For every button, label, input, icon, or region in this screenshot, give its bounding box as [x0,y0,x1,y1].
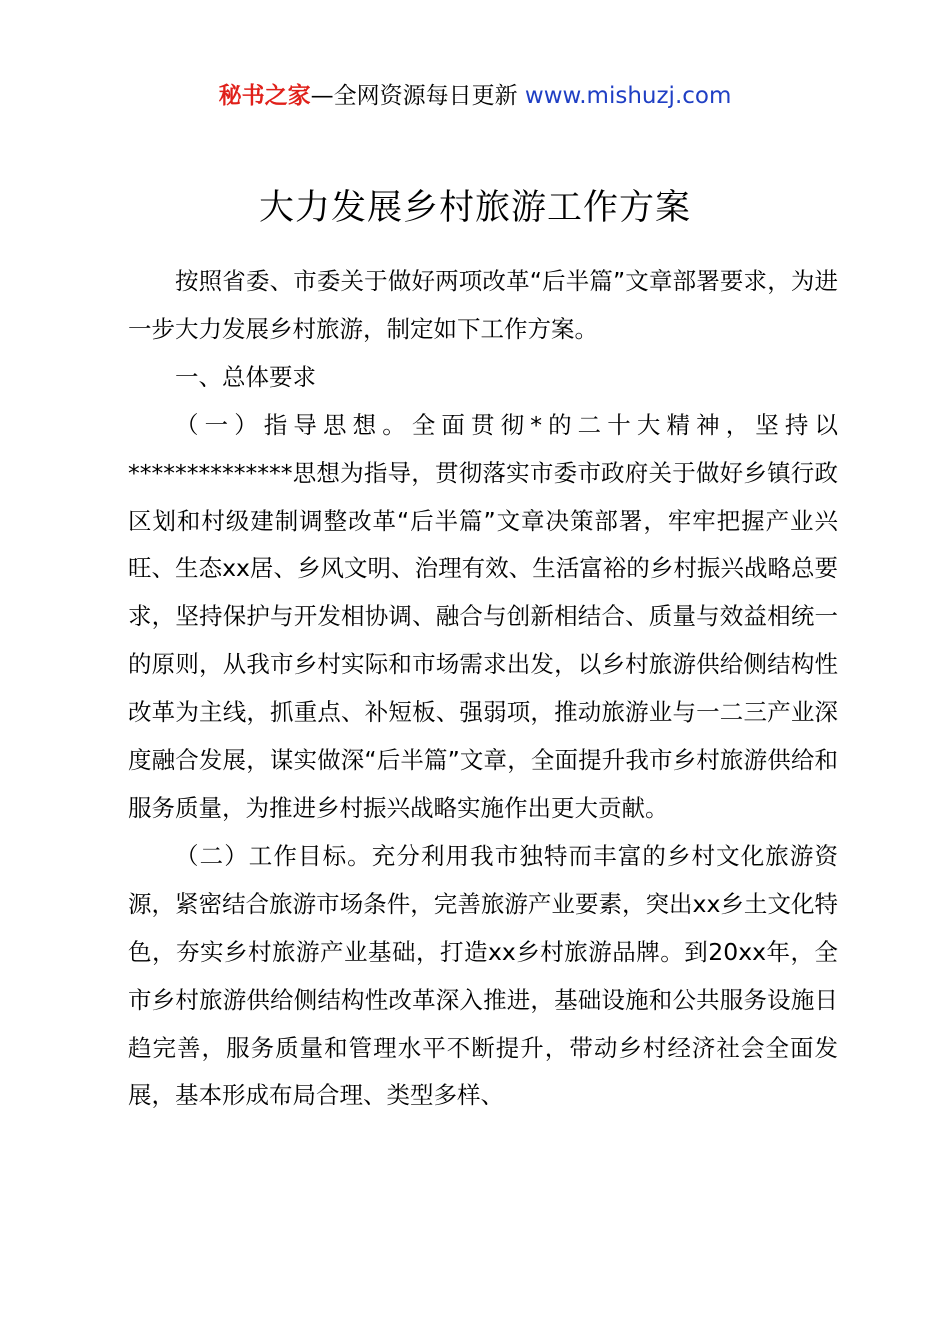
intro-paragraph: 按照省委、市委关于做好两项改革“后半篇”文章部署要求，为进一步大力发展乡村旅游，制定如下工作方案。 [128,267,838,343]
document-body [128,258,838,1120]
document-title: 大力发展乡村旅游工作方案 [258,188,691,228]
site-url-link[interactable]: www.mishuzj.com [524,83,732,109]
work-goal-paragraph: （二）工作目标。充分利用我市独特而丰富的乡村文化旅游资源，紧密结合旅游市场条件，完善旅游产业要素，突出xx乡土文化特色，夯实乡村旅游产业基础，打造xx乡村旅游品牌。到20xx年，全市乡村旅游供给侧结构性改革深入推进，基础设施和公共服务设施日趋完善，服务质量和管理水平不断提升，带动乡村经济社会全面发展，基本形成布局合理、类型多样、 [128,841,838,1110]
brand-name: 秘书之家 [218,83,311,109]
site-header [0,78,950,114]
header-tagline: —全网资源每日更新 [310,83,525,109]
section-heading: 一、总体要求 [175,362,316,391]
guiding-thought-paragraph: （一）指导思想。全面贯彻*的二十大精神，坚持以**************思想为指导，贯彻落实市委市政府关于做好乡镇行政区划和村级建制调整改革“后半篇”文章决策部署，牢牢把握产业兴旺、生态xx居、乡风文明、治理有效、生活富裕的乡村振兴战略总要求，坚持保护与开发相协调、融合与创新相结合、质量与效益相统一的原则，从我市乡村实际和市场需求出发，以乡村旅游供给侧结构性改革为主线，抓重点、补短板、强弱项，推动旅游业与一二三产业深度融合发展，谋实做深“后半篇”文章，全面提升我市乡村旅游供给和服务质量，为推进乡村振兴战略实施作出更大贡献。 [128,410,838,822]
